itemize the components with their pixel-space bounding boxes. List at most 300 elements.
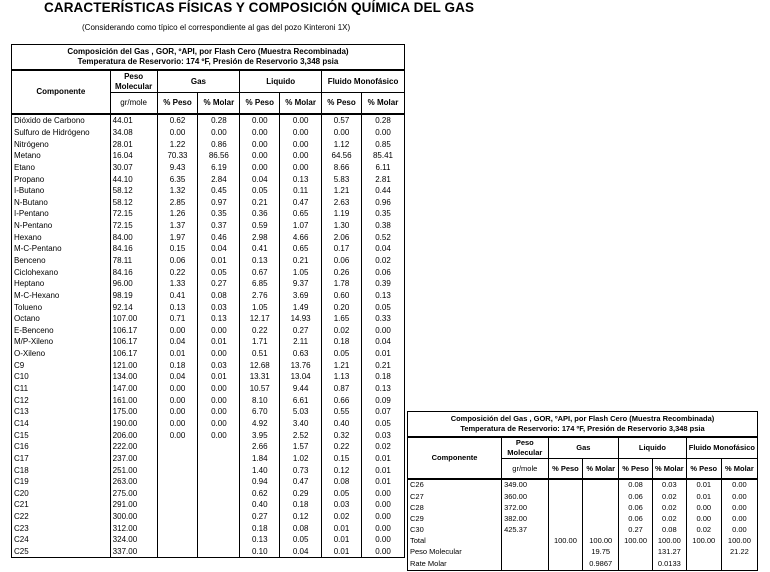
value-cell bbox=[198, 476, 240, 488]
value-cell: 0.22 bbox=[322, 441, 362, 453]
value-cell: 0.27 bbox=[240, 511, 280, 523]
value-cell: 78.11 bbox=[110, 255, 157, 267]
value-cell: 0.06 bbox=[322, 255, 362, 267]
value-cell: 0.04 bbox=[157, 371, 198, 383]
value-cell: 0.00 bbox=[280, 127, 322, 139]
component-name-cell: C20 bbox=[12, 488, 111, 500]
value-cell bbox=[198, 522, 240, 534]
component-name-cell: C16 bbox=[12, 441, 111, 453]
header-fluido: Fluido Monofásico bbox=[322, 70, 405, 93]
value-cell: 100.00 bbox=[548, 536, 583, 547]
component-name-cell: N-Pentano bbox=[12, 220, 111, 232]
composition-table-continued bbox=[407, 411, 758, 571]
component-name-cell: C28 bbox=[408, 502, 502, 513]
value-cell: 1.05 bbox=[280, 266, 322, 278]
component-name-cell: C27 bbox=[408, 491, 502, 502]
value-cell: 0.00 bbox=[198, 325, 240, 337]
value-cell: 0.03 bbox=[652, 479, 686, 491]
value-cell: 72.15 bbox=[110, 220, 157, 232]
value-cell: 0.0133 bbox=[652, 558, 686, 570]
table-row bbox=[12, 383, 405, 395]
value-cell: 1.40 bbox=[240, 464, 280, 476]
value-cell: 337.00 bbox=[110, 546, 157, 558]
page-title: CARACTERÍSTICAS FÍSICAS Y COMPOSICIÓN QUÍMICA DEL GAS bbox=[44, 0, 475, 15]
component-name-cell: C25 bbox=[12, 546, 111, 558]
value-cell bbox=[548, 491, 583, 502]
value-cell: 0.00 bbox=[198, 394, 240, 406]
value-cell: 1.21 bbox=[322, 185, 362, 197]
value-cell: 0.85 bbox=[362, 138, 405, 150]
value-cell bbox=[583, 479, 619, 491]
value-cell: 100.00 bbox=[721, 536, 757, 547]
value-cell: 0.01 bbox=[686, 491, 721, 502]
value-cell: 0.9867 bbox=[583, 558, 619, 570]
component-name-cell: Total bbox=[408, 536, 502, 547]
header-liq-molar: % Molar bbox=[652, 459, 686, 480]
component-name-cell: C23 bbox=[12, 522, 111, 534]
value-cell: 84.16 bbox=[110, 266, 157, 278]
component-name-cell: C19 bbox=[12, 476, 111, 488]
value-cell: 0.08 bbox=[619, 479, 653, 491]
value-cell bbox=[619, 558, 653, 570]
value-cell: 0.00 bbox=[721, 479, 757, 491]
value-cell: 100.00 bbox=[652, 536, 686, 547]
header-flu-molar: % Molar bbox=[721, 459, 757, 480]
value-cell: 1.71 bbox=[240, 336, 280, 348]
value-cell: 0.08 bbox=[652, 525, 686, 536]
value-cell: 312.00 bbox=[110, 522, 157, 534]
value-cell: 0.02 bbox=[322, 511, 362, 523]
value-cell: 0.20 bbox=[322, 301, 362, 313]
value-cell: 0.44 bbox=[362, 185, 405, 197]
value-cell: 0.67 bbox=[240, 266, 280, 278]
value-cell: 0.00 bbox=[240, 138, 280, 150]
value-cell: 5.83 bbox=[322, 173, 362, 185]
value-cell: 0.03 bbox=[362, 429, 405, 441]
value-cell: 0.46 bbox=[198, 231, 240, 243]
value-cell: 0.00 bbox=[240, 162, 280, 174]
value-cell: 0.40 bbox=[322, 418, 362, 430]
value-cell: 6.70 bbox=[240, 406, 280, 418]
table-row bbox=[12, 348, 405, 360]
table-row bbox=[12, 371, 405, 383]
header-flu-molar: % Molar bbox=[362, 93, 405, 115]
header-liq-peso: % Peso bbox=[240, 93, 280, 115]
value-cell: 1.05 bbox=[240, 301, 280, 313]
table-row bbox=[12, 429, 405, 441]
value-cell: 2.06 bbox=[322, 231, 362, 243]
value-cell: 0.00 bbox=[157, 325, 198, 337]
value-cell: 6.85 bbox=[240, 278, 280, 290]
value-cell: 106.17 bbox=[110, 336, 157, 348]
component-name-cell: I-Butano bbox=[12, 185, 111, 197]
component-name-cell: M-C-Hexano bbox=[12, 290, 111, 302]
value-cell: 0.05 bbox=[322, 488, 362, 500]
value-cell: 2.63 bbox=[322, 196, 362, 208]
value-cell: 0.04 bbox=[157, 336, 198, 348]
value-cell bbox=[686, 547, 721, 558]
value-cell: 0.18 bbox=[322, 336, 362, 348]
header-componente: Componente bbox=[408, 437, 502, 479]
value-cell: 0.62 bbox=[240, 488, 280, 500]
value-cell: 0.86 bbox=[198, 138, 240, 150]
value-cell bbox=[548, 525, 583, 536]
value-cell bbox=[548, 479, 583, 491]
component-name-cell: Hexano bbox=[12, 231, 111, 243]
value-cell: 0.01 bbox=[322, 546, 362, 558]
value-cell: 0.00 bbox=[240, 114, 280, 127]
value-cell: 0.03 bbox=[198, 301, 240, 313]
value-cell: 0.08 bbox=[280, 522, 322, 534]
value-cell: 0.18 bbox=[280, 499, 322, 511]
value-cell: 324.00 bbox=[110, 534, 157, 546]
value-cell: 0.27 bbox=[619, 525, 653, 536]
value-cell: 0.05 bbox=[280, 534, 322, 546]
value-cell bbox=[157, 464, 198, 476]
component-name-cell: Rate Molar bbox=[408, 558, 502, 570]
value-cell: 0.01 bbox=[322, 522, 362, 534]
value-cell: 0.03 bbox=[198, 359, 240, 371]
value-cell: 372.00 bbox=[502, 502, 548, 513]
component-name-cell: Ciclohexano bbox=[12, 266, 111, 278]
composition-table bbox=[11, 44, 405, 558]
header-gas-peso: % Peso bbox=[548, 459, 583, 480]
value-cell: 0.38 bbox=[362, 220, 405, 232]
component-name-cell: Etano bbox=[12, 162, 111, 174]
value-cell: 0.04 bbox=[198, 243, 240, 255]
value-cell: 0.01 bbox=[157, 348, 198, 360]
value-cell: 12.17 bbox=[240, 313, 280, 325]
value-cell bbox=[548, 547, 583, 558]
value-cell: 0.13 bbox=[280, 173, 322, 185]
value-cell: 64.56 bbox=[322, 150, 362, 162]
value-cell: 0.62 bbox=[157, 114, 198, 127]
value-cell bbox=[198, 499, 240, 511]
value-cell: 0.11 bbox=[280, 185, 322, 197]
table-row bbox=[12, 278, 405, 290]
header-gas-molar: % Molar bbox=[583, 459, 619, 480]
value-cell: 0.39 bbox=[362, 278, 405, 290]
value-cell bbox=[198, 488, 240, 500]
value-cell: 0.00 bbox=[721, 525, 757, 536]
value-cell: 0.01 bbox=[362, 464, 405, 476]
component-name-cell: C11 bbox=[12, 383, 111, 395]
component-name-cell: C24 bbox=[12, 534, 111, 546]
value-cell: 86.56 bbox=[198, 150, 240, 162]
value-cell: 0.00 bbox=[198, 406, 240, 418]
value-cell: 0.73 bbox=[280, 464, 322, 476]
component-name-cell: C17 bbox=[12, 453, 111, 465]
value-cell: 0.10 bbox=[240, 546, 280, 558]
table-row bbox=[12, 418, 405, 430]
table-row bbox=[408, 491, 758, 502]
value-cell: 0.17 bbox=[322, 243, 362, 255]
value-cell: 4.66 bbox=[280, 231, 322, 243]
value-cell: 382.00 bbox=[502, 514, 548, 525]
table-row bbox=[12, 255, 405, 267]
value-cell: 0.05 bbox=[240, 185, 280, 197]
value-cell: 0.00 bbox=[198, 429, 240, 441]
value-cell: 92.14 bbox=[110, 301, 157, 313]
value-cell bbox=[583, 514, 619, 525]
value-cell: 2.66 bbox=[240, 441, 280, 453]
value-cell: 44.10 bbox=[110, 173, 157, 185]
value-cell: 100.00 bbox=[686, 536, 721, 547]
value-cell: 0.00 bbox=[280, 114, 322, 127]
value-cell bbox=[548, 502, 583, 513]
value-cell: 0.00 bbox=[686, 502, 721, 513]
value-cell: 14.93 bbox=[280, 313, 322, 325]
component-name-cell: C21 bbox=[12, 499, 111, 511]
value-cell: 2.84 bbox=[198, 173, 240, 185]
table-row bbox=[12, 243, 405, 255]
value-cell: 360.00 bbox=[502, 491, 548, 502]
value-cell: 1.37 bbox=[157, 220, 198, 232]
value-cell: 0.13 bbox=[362, 383, 405, 395]
header-gr-mole: gr/mole bbox=[110, 93, 157, 115]
value-cell: 0.00 bbox=[157, 429, 198, 441]
caption-line-2: Temperatura de Reservorio: 174 ºF, Presión de Reservorio 3,348 psia bbox=[460, 424, 705, 433]
table-row bbox=[12, 522, 405, 534]
value-cell: 107.00 bbox=[110, 313, 157, 325]
value-cell: 6.19 bbox=[198, 162, 240, 174]
component-name-cell: Sulfuro de Hidrógeno bbox=[12, 127, 111, 139]
table-row bbox=[12, 441, 405, 453]
table-row bbox=[12, 325, 405, 337]
value-cell: 106.17 bbox=[110, 348, 157, 360]
value-cell: 0.21 bbox=[280, 255, 322, 267]
value-cell: 44.01 bbox=[110, 114, 157, 127]
value-cell bbox=[157, 511, 198, 523]
component-name-cell: N-Butano bbox=[12, 196, 111, 208]
table-row bbox=[12, 546, 405, 558]
value-cell: 237.00 bbox=[110, 453, 157, 465]
value-cell: 0.21 bbox=[240, 196, 280, 208]
value-cell: 1.02 bbox=[280, 453, 322, 465]
value-cell: 2.98 bbox=[240, 231, 280, 243]
header-liq-peso: % Peso bbox=[619, 459, 653, 480]
value-cell: 0.01 bbox=[362, 453, 405, 465]
value-cell: 251.00 bbox=[110, 464, 157, 476]
value-cell: 1.21 bbox=[322, 359, 362, 371]
value-cell: 106.17 bbox=[110, 325, 157, 337]
value-cell: 0.66 bbox=[322, 394, 362, 406]
value-cell: 0.05 bbox=[198, 266, 240, 278]
value-cell: 0.00 bbox=[362, 546, 405, 558]
value-cell: 100.00 bbox=[583, 536, 619, 547]
value-cell: 0.00 bbox=[362, 127, 405, 139]
value-cell: 0.29 bbox=[280, 488, 322, 500]
value-cell bbox=[548, 514, 583, 525]
component-name-cell: C15 bbox=[12, 429, 111, 441]
value-cell: 19.75 bbox=[583, 547, 619, 558]
table-row bbox=[408, 536, 758, 547]
value-cell: 0.02 bbox=[362, 441, 405, 453]
table-caption bbox=[12, 45, 405, 71]
value-cell: 16.04 bbox=[110, 150, 157, 162]
value-cell: 0.57 bbox=[322, 114, 362, 127]
value-cell: 0.60 bbox=[322, 290, 362, 302]
value-cell: 0.18 bbox=[240, 522, 280, 534]
component-name-cell: M/P-Xileno bbox=[12, 336, 111, 348]
table-row bbox=[12, 394, 405, 406]
header-flu-peso: % Peso bbox=[322, 93, 362, 115]
value-cell: 0.00 bbox=[280, 138, 322, 150]
value-cell: 9.43 bbox=[157, 162, 198, 174]
value-cell: 6.11 bbox=[362, 162, 405, 174]
value-cell: 8.10 bbox=[240, 394, 280, 406]
header-fluido: Fluido Monofásico bbox=[686, 437, 757, 459]
value-cell: 100.00 bbox=[619, 536, 653, 547]
value-cell: 3.69 bbox=[280, 290, 322, 302]
value-cell: 0.13 bbox=[198, 313, 240, 325]
value-cell: 0.04 bbox=[240, 173, 280, 185]
value-cell: 84.00 bbox=[110, 231, 157, 243]
value-cell: 1.97 bbox=[157, 231, 198, 243]
table-row bbox=[408, 558, 758, 570]
value-cell bbox=[157, 499, 198, 511]
value-cell: 84.16 bbox=[110, 243, 157, 255]
table-row bbox=[12, 313, 405, 325]
value-cell: 1.33 bbox=[157, 278, 198, 290]
value-cell: 0.02 bbox=[652, 514, 686, 525]
value-cell: 0.02 bbox=[686, 525, 721, 536]
value-cell: 0.51 bbox=[240, 348, 280, 360]
value-cell bbox=[502, 536, 548, 547]
value-cell: 0.55 bbox=[322, 406, 362, 418]
value-cell: 0.00 bbox=[157, 383, 198, 395]
value-cell: 0.27 bbox=[198, 278, 240, 290]
value-cell bbox=[548, 558, 583, 570]
value-cell: 425.37 bbox=[502, 525, 548, 536]
value-cell: 0.03 bbox=[322, 499, 362, 511]
caption-line-1: Composición del Gas , GOR, ºAPI, por Flash Cero (Muestra Recombinada) bbox=[450, 414, 715, 423]
caption-line-2: Temperatura de Reservorio: 174 ºF, Presión de Reservorio 3,348 psia bbox=[77, 57, 339, 66]
value-cell: 1.22 bbox=[157, 138, 198, 150]
value-cell: 1.07 bbox=[280, 220, 322, 232]
value-cell: 121.00 bbox=[110, 359, 157, 371]
component-name-cell: Heptano bbox=[12, 278, 111, 290]
value-cell: 0.47 bbox=[280, 196, 322, 208]
value-cell: 0.13 bbox=[362, 290, 405, 302]
value-cell: 0.01 bbox=[198, 371, 240, 383]
header-peso-molecular: Peso Molecular bbox=[502, 437, 548, 459]
table-row bbox=[408, 547, 758, 558]
value-cell: 0.00 bbox=[362, 499, 405, 511]
header-componente: Componente bbox=[12, 70, 111, 114]
value-cell: 275.00 bbox=[110, 488, 157, 500]
value-cell: 13.76 bbox=[280, 359, 322, 371]
value-cell: 0.45 bbox=[198, 185, 240, 197]
value-cell: 0.04 bbox=[362, 243, 405, 255]
value-cell: 0.08 bbox=[198, 290, 240, 302]
component-name-cell: Dióxido de Carbono bbox=[12, 114, 111, 127]
value-cell: 0.05 bbox=[362, 418, 405, 430]
component-name-cell: C29 bbox=[408, 514, 502, 525]
component-name-cell: C14 bbox=[12, 418, 111, 430]
value-cell: 0.28 bbox=[198, 114, 240, 127]
value-cell bbox=[157, 453, 198, 465]
value-cell: 0.13 bbox=[240, 534, 280, 546]
value-cell: 0.13 bbox=[157, 301, 198, 313]
value-cell: 1.30 bbox=[322, 220, 362, 232]
value-cell: 3.40 bbox=[280, 418, 322, 430]
value-cell: 0.02 bbox=[362, 255, 405, 267]
value-cell: 34.08 bbox=[110, 127, 157, 139]
value-cell: 1.57 bbox=[280, 441, 322, 453]
table-row bbox=[12, 476, 405, 488]
value-cell: 0.00 bbox=[157, 406, 198, 418]
value-cell: 0.02 bbox=[652, 502, 686, 513]
value-cell: 0.04 bbox=[362, 336, 405, 348]
value-cell: 2.76 bbox=[240, 290, 280, 302]
value-cell: 0.04 bbox=[280, 546, 322, 558]
value-cell: 0.00 bbox=[362, 534, 405, 546]
value-cell: 0.96 bbox=[362, 196, 405, 208]
value-cell: 0.00 bbox=[240, 150, 280, 162]
value-cell: 1.84 bbox=[240, 453, 280, 465]
value-cell: 0.01 bbox=[362, 348, 405, 360]
value-cell bbox=[721, 558, 757, 570]
table-row bbox=[12, 173, 405, 185]
value-cell: 0.00 bbox=[198, 348, 240, 360]
value-cell bbox=[583, 525, 619, 536]
value-cell: 0.07 bbox=[362, 406, 405, 418]
component-name-cell: C12 bbox=[12, 394, 111, 406]
value-cell bbox=[198, 464, 240, 476]
value-cell: 1.12 bbox=[322, 138, 362, 150]
value-cell: 0.01 bbox=[198, 255, 240, 267]
header-liquido: Liquido bbox=[240, 70, 322, 93]
value-cell: 0.00 bbox=[322, 127, 362, 139]
component-name-cell: C26 bbox=[408, 479, 502, 491]
table-row bbox=[12, 464, 405, 476]
value-cell: 9.37 bbox=[280, 278, 322, 290]
value-cell bbox=[502, 547, 548, 558]
value-cell: 0.00 bbox=[157, 127, 198, 139]
value-cell bbox=[157, 488, 198, 500]
component-name-cell: Benceno bbox=[12, 255, 111, 267]
table-row bbox=[12, 290, 405, 302]
value-cell: 1.32 bbox=[157, 185, 198, 197]
value-cell: 96.00 bbox=[110, 278, 157, 290]
table-row bbox=[12, 336, 405, 348]
value-cell: 70.33 bbox=[157, 150, 198, 162]
value-cell: 2.85 bbox=[157, 196, 198, 208]
table-row bbox=[12, 406, 405, 418]
value-cell: 0.13 bbox=[240, 255, 280, 267]
table-row bbox=[12, 208, 405, 220]
value-cell: 4.92 bbox=[240, 418, 280, 430]
value-cell bbox=[157, 476, 198, 488]
table-row bbox=[408, 502, 758, 513]
value-cell: 0.97 bbox=[198, 196, 240, 208]
value-cell: 190.00 bbox=[110, 418, 157, 430]
header-flu-peso: % Peso bbox=[686, 459, 721, 480]
table-row bbox=[12, 499, 405, 511]
value-cell: 0.01 bbox=[322, 534, 362, 546]
value-cell: 5.03 bbox=[280, 406, 322, 418]
table-row bbox=[12, 301, 405, 313]
table-row bbox=[12, 511, 405, 523]
value-cell: 0.01 bbox=[362, 476, 405, 488]
table-row bbox=[12, 162, 405, 174]
component-name-cell: Nitrógeno bbox=[12, 138, 111, 150]
value-cell: 0.00 bbox=[280, 150, 322, 162]
table-row bbox=[12, 231, 405, 243]
value-cell bbox=[198, 511, 240, 523]
table-row bbox=[12, 266, 405, 278]
